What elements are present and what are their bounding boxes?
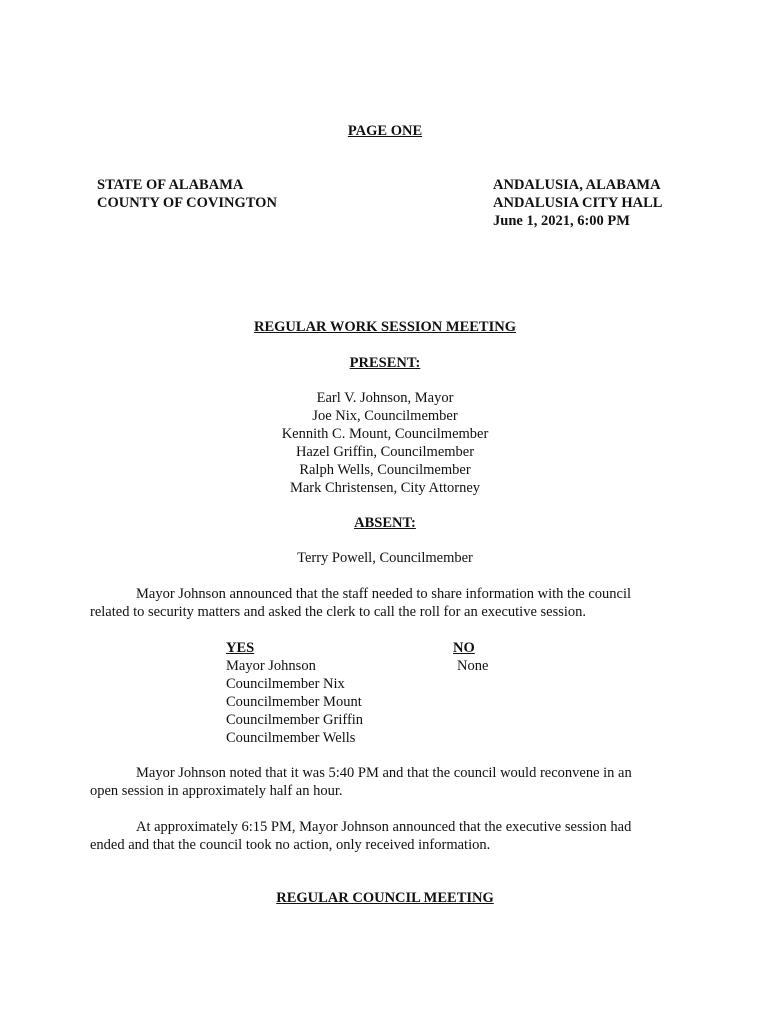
- present-member: Hazel Griffin, Councilmember: [295, 444, 475, 460]
- page-heading: PAGE ONE: [347, 123, 423, 139]
- city-line: ANDALUSIA, ALABAMA: [493, 177, 661, 193]
- date-line: June 1, 2021, 6:00 PM: [493, 213, 630, 229]
- present-member: Kennith C. Mount, Councilmember: [281, 426, 489, 442]
- absent-list: [0, 549, 770, 567]
- vote-yes-heading: YES: [226, 640, 255, 656]
- work-session-title: REGULAR WORK SESSION MEETING: [254, 319, 516, 335]
- paragraph-executive-session: Mayor Johnson announced that the staff needed to share information with the council related to security matters and asked the clerk to call the roll for an executive session.: [90, 586, 632, 620]
- present-member: Earl V. Johnson, Mayor: [316, 390, 454, 406]
- vote-yes-column: [226, 639, 363, 747]
- vote-yes-entry: Councilmember Nix: [226, 676, 345, 692]
- present-list: [0, 389, 770, 497]
- present-heading: PRESENT:: [349, 355, 421, 371]
- present-member: Mark Christensen, City Attorney: [289, 480, 481, 496]
- vote-no-column: [453, 639, 488, 675]
- absent-member: Terry Powell, Councilmember: [297, 550, 473, 566]
- state-line: STATE OF ALABAMA: [97, 177, 244, 193]
- vote-yes-entry: Councilmember Wells: [226, 730, 356, 746]
- vote-yes-entry: Councilmember Mount: [226, 694, 362, 710]
- paragraph-reconvene: Mayor Johnson noted that it was 5:40 PM and that the council would reconvene in an open session in approximately half an hour.: [90, 765, 632, 799]
- vote-yes-entry: Councilmember Griffin: [226, 712, 364, 728]
- header-left: [97, 176, 277, 212]
- vote-no-heading: NO: [453, 640, 475, 656]
- paragraph-session-ended: At approximately 6:15 PM, Mayor Johnson announced that the executive session had ended and that the council took no action, only received information.: [90, 819, 632, 853]
- present-member: Joe Nix, Councilmember: [312, 408, 458, 424]
- council-meeting-title: REGULAR COUNCIL MEETING: [276, 890, 494, 906]
- vote-yes-entry: Mayor Johnson: [226, 658, 316, 674]
- present-member: Ralph Wells, Councilmember: [299, 462, 471, 478]
- absent-heading: ABSENT:: [354, 515, 416, 531]
- venue-line: ANDALUSIA CITY HALL: [493, 195, 663, 211]
- county-line: COUNTY OF COVINGTON: [97, 195, 277, 211]
- header-right: [493, 176, 662, 230]
- vote-no-entry: None: [457, 658, 489, 674]
